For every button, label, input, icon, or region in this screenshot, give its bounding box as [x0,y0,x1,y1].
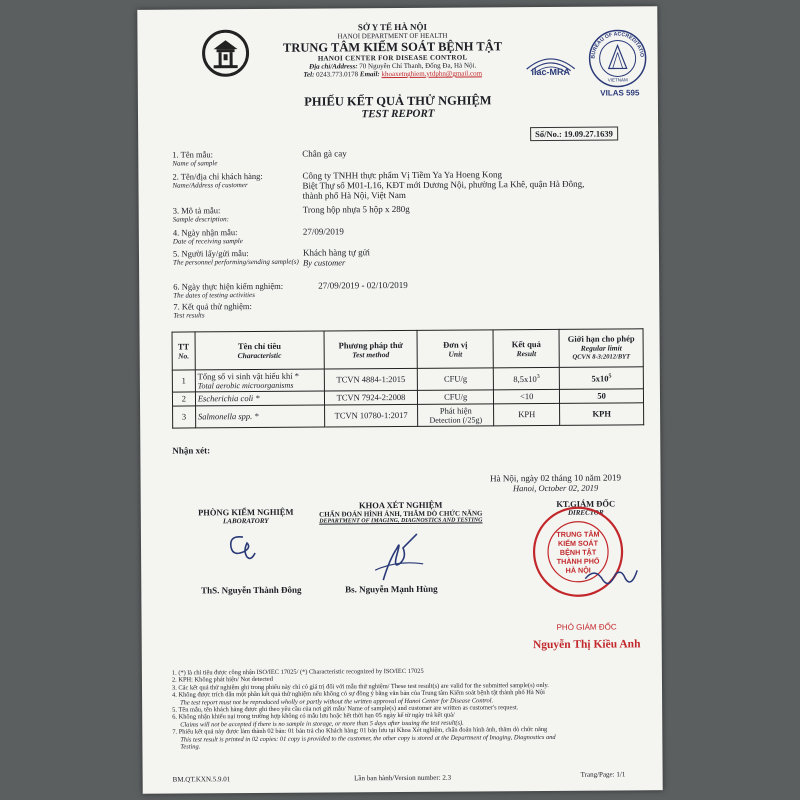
dept-title-en: DEPARTMENT OF IMAGING, DIAGNOSTICS AND TESTING [319,517,483,525]
header-result: Kết quả Result [493,329,559,367]
address: 70 Nguyễn Chí Thanh, Đống Đa, Hà Nội. [359,61,477,71]
footer-code: BM.QT.KXN.5.9.01 [172,775,231,784]
stamp-line: HÀ NỘI [565,565,591,575]
date-vi: Hà Nội, ngày 02 tháng 10 năm 2019 [490,472,622,484]
cell-characteristic: Salmonella spp. * [195,405,324,428]
center-name-en: HANOI CENTER FOR DISEASE CONTROL [317,53,468,63]
note-item: 4. Không được trích dẫn một phần kết quả thử nghiệm nếu không có sự đồng ý bằng văn bản của Trung tâm Kiểm soát bệnh tật thành phố Hà Nội The test report must not be reproduced wholly or partly without the written approval of Hanoi Center for Disease Control. [172,689,545,707]
field-label-en: Test results [173,311,205,320]
accreditation-seal-icon [587,28,647,88]
cell-unit: CFU/g [418,368,494,391]
signer-name-2: Bs. Nguyễn Mạnh Hùng [345,583,438,595]
note-item: 6. Không nhận khiếu nại trong trường hợp không có mẫu lưu hoặc hết thời hạn 05 ngày kể từ ngày trả kết quả/ Claims will not be accepted if there is no sample in storage, or more than 5 days after issuing the test result(s). [172,712,464,729]
date-en: Hanoi, October 02, 2019 [512,482,599,494]
notes-block [172,666,649,751]
cell-unit: Phát hiện Detection (/25g) [418,404,494,427]
field-label: 4. Ngày nhận mẫu: [172,227,238,238]
signature-1-icon [221,531,261,565]
director-title-en: DIRECTOR [567,508,604,517]
stamp-line: KIỂM SOÁT [558,538,599,548]
department-en: HANOI DEPARTMENT OF HEALTH [337,31,448,41]
cell-method: TCVN 4884-1:2015 [324,368,418,391]
dept-title [301,499,501,525]
lab-title-en: LABORATORY [222,516,269,526]
center-name-vi: TRUNG TÂM KIỂM SOÁT BỆNH TẬT [282,39,503,55]
field-label-en: Name/Address of customer [172,181,248,190]
footer-version: Lần ban hành/Version number: 2.3 [354,773,452,783]
dept-title-vi1: KHOA XÉT NGHIỆM [358,499,443,511]
document-sheet [137,6,662,794]
header-method: Phương pháp thử Test method [324,330,418,369]
field-label: 1. Tên mẫu: [172,149,214,160]
field-label-en: The personnel performing/sending sample(s) [173,257,299,267]
signature-2-icon [367,530,427,584]
header-unit: Đơn vị Unit [417,330,493,369]
cell-result: KPH [494,403,560,425]
header-characteristic: Tên chỉ tiêu Characteristic [195,331,324,370]
report-number: Số/No.: 19.09.27.1639 [530,126,618,141]
vilas-code: VILAS 595 [600,88,640,98]
table-row [173,403,644,428]
cell-characteristic: Escherichia coli * [195,391,324,406]
header-limit: Giới hạn cho phép Regular limit QCVN 8-3:2012/BYT [559,329,643,368]
tel-label: Tel: [303,70,315,79]
field-test-results [173,298,643,323]
field-value: Chân gà cay [302,148,347,159]
email: khoaxetnghiem.ytdphn@gmail.com [381,69,483,79]
ilac-text: ilac-MRA [531,66,570,78]
cell-no: 2 [172,392,195,406]
note-item: 5. Tên mẫu, tên khách hàng được ghi theo yêu cầu của nơi gửi mẫu/ Name of sample(s) and customer are written as customer's request. [172,704,519,714]
cell-no: 3 [173,406,196,428]
report-title-en: TEST REPORT [361,107,435,121]
table-row [172,367,643,392]
cell-unit: CFU/g [418,390,494,405]
field-value: Công ty TNHH thực phẩm Vị Tiềm Ya Ya Hoeng Kong [302,169,503,181]
field-value: Trong hộp nhựa 5 hộp x 280g [302,203,410,215]
note-item: 1. (*) là chỉ tiêu được công nhận ISO/IEC 17025/ (*) Characteristic recognized by ISO/IEC 17025 [171,667,424,677]
field-label-en: The dates of testing activities [173,291,255,300]
cell-characteristic: Tổng số vi sinh vật hiếu khí * Total aerobic microorganisms [195,369,324,392]
dept-title-vi2: CHẨN ĐOÁN HÌNH ẢNH, THĂM DÒ CHỨC NĂNG [319,509,483,519]
field-label: 5. Người lấy/gửi mẫu: [172,248,249,259]
deputy-title: PHÓ GIÁM ĐỐC [556,622,617,632]
svg-text:BUREAU OF ACCREDITATION [587,28,644,59]
note-item: 2. KPH: Không phát hiện/ Not detected [171,676,273,685]
field-value: Khách hàng tự gửi [302,247,371,258]
cell-limit: KPH [560,403,644,426]
email-label: Email: [359,70,380,79]
field-value: 27/09/2019 [302,226,344,237]
accreditation-country: VIETNAM [607,77,628,83]
field-label-en: Name of sample [172,159,218,168]
field-label-en: Sample description: [172,215,229,224]
field-value-line3: thành phố Hà Nội, Việt Nam [302,189,406,201]
field-value: 27/09/2019 - 02/10/2019 [318,279,408,291]
field-label: 2. Tên/địa chỉ khách hàng: [172,170,263,182]
cell-limit: 50 [560,389,644,404]
date-block [471,472,641,493]
stamp-line: TRUNG TÂM [556,529,600,539]
tel: 0243.773.0178 [316,70,359,79]
cell-method: TCVN 10780-1:2017 [324,404,418,427]
note-item: 7. Phiếu kết quả này được làm thành 02 bản: 01 bản trả cho Khách hàng; 01 bản lưu tại Khoa Xét nghiệm, chẩn đoán hình ảnh, thăm dò chức năng This test result is printed in 02 copies: 01 copy is provided to the customer, the other copy is stored at the Department of Imaging, Diagnostics and Testing. [172,726,556,751]
table-header-row [172,329,643,370]
ilac-logo-icon [523,47,579,83]
header-no: TT No. [172,332,195,370]
field-value-line2: Biệt Thự số M01-L16, KĐT mới Dương Nội, phường La Khê, quận Hà Đông, [302,178,585,191]
field-value-en: By customer [303,257,346,268]
cell-result: <10 [494,389,560,403]
address-label: Địa chỉ/Address: [309,62,358,71]
cdc-logo-icon [201,29,249,77]
lab-title [181,507,311,526]
report-title-vi: PHIẾU KẾT QUẢ THỬ NGHIỆM [304,93,492,109]
results-table [172,328,645,428]
field-label: 6. Ngày thực hiện kiểm nghiệm: [173,280,284,292]
signature-3-icon [581,562,641,592]
lab-title-vi: PHÒNG KIỂM NGHIỆM [198,506,294,518]
ministry-name: SỞ Y TẾ HÀ NỘI [357,21,428,33]
signer-name-1: ThS. Nguyễn Thành Đông [201,584,302,596]
cell-limit: $5x10^5$ [559,367,643,390]
field-sample-name [172,146,642,171]
deputy-name: Nguyễn Thị Kiều Anh [532,638,641,652]
accreditation-ring-text: BUREAU OF ACCREDITATION [590,31,645,59]
field-label-en: Date of receiving sample [172,237,243,246]
field-sample-description [173,202,643,227]
cell-result: $8,5x10^3$ [493,367,559,389]
field-sender [173,245,643,278]
note-item: 3. Các kết quả thử nghiệm ghi trong phiếu này chỉ có giá trị đối với mẫu thử nghiệm/ These test result(s) are valid for the submitted sample(s) only. [171,681,549,692]
stamp-line: THÀNH PHỐ [556,556,600,566]
cell-method: TCVN 7924-2:2008 [324,390,417,405]
field-label: 3. Mô tả mẫu: [172,205,221,216]
director-title-vi: KT.GIÁM ĐỐC [556,498,616,509]
header-block [257,21,527,79]
footer-page: Trang/Page: 1/1 [580,770,626,779]
cell-no: 1 [172,370,195,392]
ilac-logo [523,47,579,83]
field-label: 7. Kết quả thử nghiệm: [173,301,252,312]
remark-label: Nhận xét: [172,445,211,456]
stamp-line: BỆNH TẬT [559,547,597,557]
